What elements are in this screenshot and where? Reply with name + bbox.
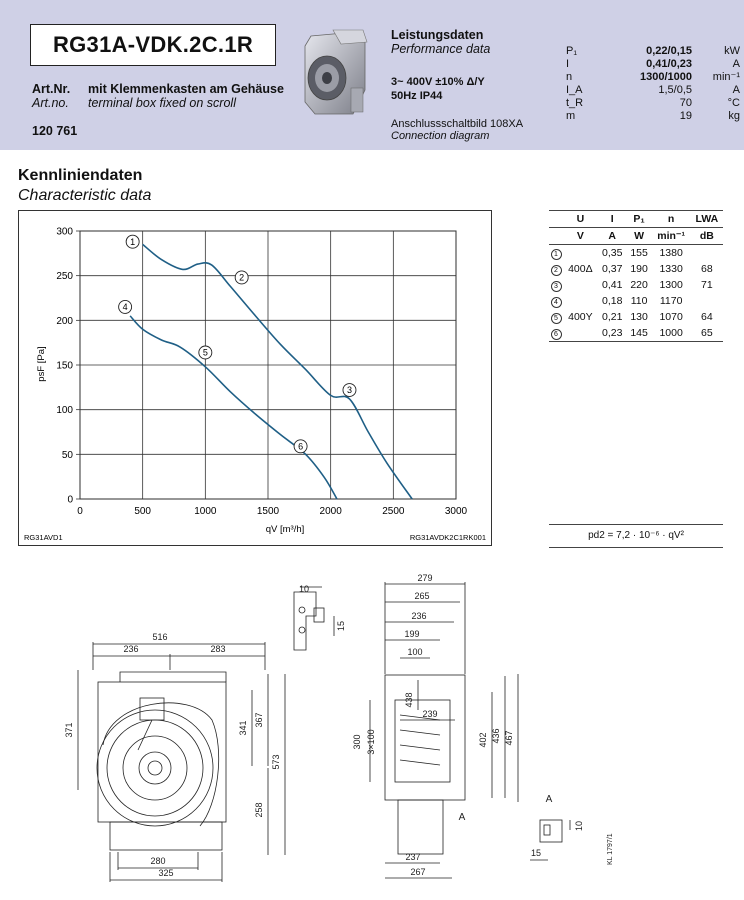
table-cell	[563, 293, 598, 309]
table-cell: 1330	[659, 263, 683, 275]
dimension-label: 436	[491, 728, 501, 744]
spec-unit: min⁻¹	[712, 71, 740, 83]
operating-point-number: 2	[551, 265, 562, 276]
dimension-label: 100	[407, 647, 423, 657]
dimension-label: 258	[254, 802, 264, 818]
spec-symbol: m	[566, 110, 576, 122]
spec-table	[566, 45, 740, 123]
dimension-label: 371	[64, 722, 74, 738]
table-cell: 65	[691, 325, 723, 342]
svg-text:3: 3	[346, 385, 352, 396]
spec-symbol: P₁	[566, 45, 578, 57]
y-tick-label: 200	[56, 315, 73, 327]
x-axis-label: qV [m³/h]	[265, 524, 305, 535]
operating-point-number: 3	[551, 281, 562, 292]
table-unit: W	[627, 228, 652, 245]
performance-title-de: Leistungsdaten	[391, 28, 484, 42]
table-row	[549, 277, 723, 293]
table-cell: 400Δ	[568, 263, 593, 275]
art-nr-text: mit Klemmenkasten am Gehäuse	[88, 82, 284, 96]
art-no-label: Art.no.	[32, 96, 69, 110]
table-cell	[563, 325, 598, 342]
x-tick-label: 500	[134, 506, 152, 517]
spec-symbol: n	[566, 71, 573, 83]
table-cell: 220	[630, 279, 648, 291]
table-cell: 400Y	[568, 311, 593, 323]
spec-row	[566, 71, 740, 84]
spec-value: 70	[679, 97, 692, 109]
dimension-label: 341	[238, 720, 248, 736]
spec-value: 0,41/0,23	[646, 58, 692, 70]
table-cell: 1300	[659, 279, 683, 291]
table-header: n	[652, 211, 691, 228]
dimension-label: 280	[150, 856, 166, 866]
y-tick-label: 100	[56, 405, 73, 417]
section-title: Kennliniendaten	[18, 167, 143, 184]
table-row	[549, 261, 723, 277]
spec-unit: A	[732, 84, 740, 96]
characteristic-chart	[18, 210, 492, 546]
spec-row	[566, 110, 740, 123]
operating-point-number: 5	[551, 313, 562, 324]
table-unit: A	[598, 228, 627, 245]
dimension-label: 10	[298, 584, 310, 594]
y-tick-label: 50	[61, 449, 73, 461]
dimension-label: 239	[422, 709, 438, 719]
dimension-label: 265	[414, 591, 430, 601]
operating-data-table	[549, 210, 723, 342]
performance-title-en: Performance data	[391, 42, 491, 56]
spec-value: 0,22/0,15	[646, 45, 692, 57]
detail-a-label: A	[545, 794, 553, 805]
operating-point-number: 4	[551, 297, 562, 308]
operating-point-marker	[119, 300, 132, 313]
svg-text:1: 1	[130, 236, 136, 247]
spec-row	[566, 45, 740, 58]
operating-point-number: 6	[551, 329, 562, 340]
table-cell	[691, 245, 723, 262]
supply-voltage: 3~ 400V ±10% Δ/Y	[391, 76, 485, 88]
dynamic-pressure-formula: pd2 = 7,2 · 10⁻⁶ · qV²	[549, 524, 723, 548]
dimension-label: 236	[411, 611, 427, 621]
article-number: 120 761	[32, 124, 78, 138]
dimension-label: 300	[352, 734, 362, 750]
dimension-label: 325	[158, 868, 174, 878]
operating-point-marker	[235, 271, 248, 284]
table-cell: 0,23	[598, 325, 627, 342]
y-axis-label: psF [Pa]	[36, 346, 47, 382]
table-cell: 1380	[659, 247, 683, 259]
operating-point-marker	[199, 346, 212, 359]
table-cell: 130	[630, 311, 648, 323]
drawing-code: KL 1797/1	[607, 833, 614, 865]
dimension-label: 267	[410, 867, 426, 877]
operating-point-marker	[126, 235, 139, 248]
y-tick-label: 0	[67, 494, 73, 506]
table-cell	[563, 277, 598, 293]
art-nr-label: Art.Nr.	[32, 82, 71, 96]
dimension-label: 367	[254, 712, 264, 728]
table-cell	[691, 293, 723, 309]
table-row	[549, 293, 723, 309]
spec-row	[566, 97, 740, 110]
art-no-text: terminal box fixed on scroll	[88, 96, 236, 110]
dimension-label: 573	[271, 754, 281, 770]
table-row	[549, 245, 723, 262]
table-cell: 145	[627, 325, 652, 342]
chart-code-left: RG31AVD1	[24, 533, 63, 542]
table-cell	[563, 245, 598, 262]
operating-point-marker	[294, 440, 307, 453]
dimension-label: 438	[404, 692, 414, 708]
front-view	[78, 642, 285, 882]
table-cell: 0,41	[602, 279, 623, 291]
detail-a-label: 10	[574, 820, 584, 832]
spec-row	[566, 84, 740, 97]
connection-de: Anschlussschaltbild 108XA	[391, 118, 524, 130]
dimension-drawing	[0, 570, 744, 900]
view-arrow-label: A	[458, 812, 466, 823]
chart-frame	[19, 211, 492, 546]
spec-symbol: t_R	[566, 97, 584, 109]
dimension-label: 283	[210, 644, 226, 654]
table-header: LWA	[691, 211, 723, 228]
dimension-label: 516	[152, 632, 168, 642]
table-cell: 190	[630, 263, 648, 275]
dimension-label: 15	[336, 620, 346, 632]
y-tick-label: 250	[56, 271, 73, 283]
fan-photo	[293, 28, 371, 118]
spec-value: 1,5/0,5	[658, 84, 692, 96]
x-tick-label: 1500	[256, 506, 280, 517]
x-tick-label: 2000	[319, 506, 342, 517]
dimension-label: 237	[405, 852, 421, 862]
table-cell: 68	[701, 263, 713, 275]
operating-point-number: 1	[551, 249, 562, 260]
table-header: P₁	[627, 211, 652, 228]
spec-unit: kg	[728, 110, 740, 122]
spec-value: 1300/1000	[640, 71, 692, 83]
dimension-label: 199	[404, 629, 420, 639]
operating-point-marker	[343, 384, 356, 397]
dimension-label: 279	[417, 573, 433, 583]
dimension-label: 467	[504, 730, 514, 746]
model-title: RG31A-VDK.2C.1R	[30, 24, 276, 66]
spec-unit: A	[732, 58, 740, 70]
table-cell: 71	[701, 279, 713, 291]
spec-symbol: I	[566, 58, 570, 70]
table-unit: dB	[691, 228, 723, 245]
detail-a-label: 15	[530, 848, 542, 858]
table-row	[549, 325, 723, 342]
detail-top	[294, 587, 334, 650]
svg-text:6: 6	[298, 441, 304, 452]
table-cell: 155	[630, 247, 648, 259]
table-cell: 1000	[652, 325, 691, 342]
spec-value: 19	[679, 110, 692, 122]
dimension-label: 3×100	[366, 729, 376, 755]
x-tick-label: 2500	[382, 506, 405, 517]
x-tick-label: 1000	[194, 506, 217, 517]
chart-code-right: RG31AVDK2C1RK001	[409, 533, 486, 542]
table-cell: 0,37	[602, 263, 623, 275]
table-cell: 110	[630, 295, 648, 307]
dimension-label: 236	[123, 644, 139, 654]
table-row	[549, 309, 723, 325]
table-unit: min⁻¹	[652, 228, 691, 245]
connection-en: Connection diagram	[391, 130, 490, 142]
table-cell: 1170	[659, 295, 683, 307]
spec-row	[566, 58, 740, 71]
y-tick-label: 150	[56, 360, 73, 372]
table-cell: 0,18	[602, 295, 623, 307]
table-cell: 64	[701, 311, 713, 323]
table-header: U	[563, 211, 598, 228]
svg-text:5: 5	[202, 347, 208, 358]
y-tick-label: 300	[56, 226, 73, 238]
table-cell: 0,21	[602, 311, 623, 323]
svg-text:4: 4	[122, 302, 128, 313]
svg-text:2: 2	[239, 272, 245, 283]
table-header: I	[598, 211, 627, 228]
dimension-label: 402	[478, 732, 488, 748]
table-cell: 0,35	[602, 247, 623, 259]
table-cell: 1070	[659, 311, 683, 323]
spec-symbol: I_A	[566, 84, 583, 96]
spec-unit: kW	[724, 45, 740, 57]
section-subtitle: Characteristic data	[18, 187, 152, 204]
x-tick-label: 3000	[444, 506, 468, 517]
supply-frequency: 50Hz IP44	[391, 90, 443, 102]
spec-unit: °C	[727, 97, 740, 109]
x-tick-label: 0	[77, 506, 83, 517]
table-unit: V	[563, 228, 598, 245]
